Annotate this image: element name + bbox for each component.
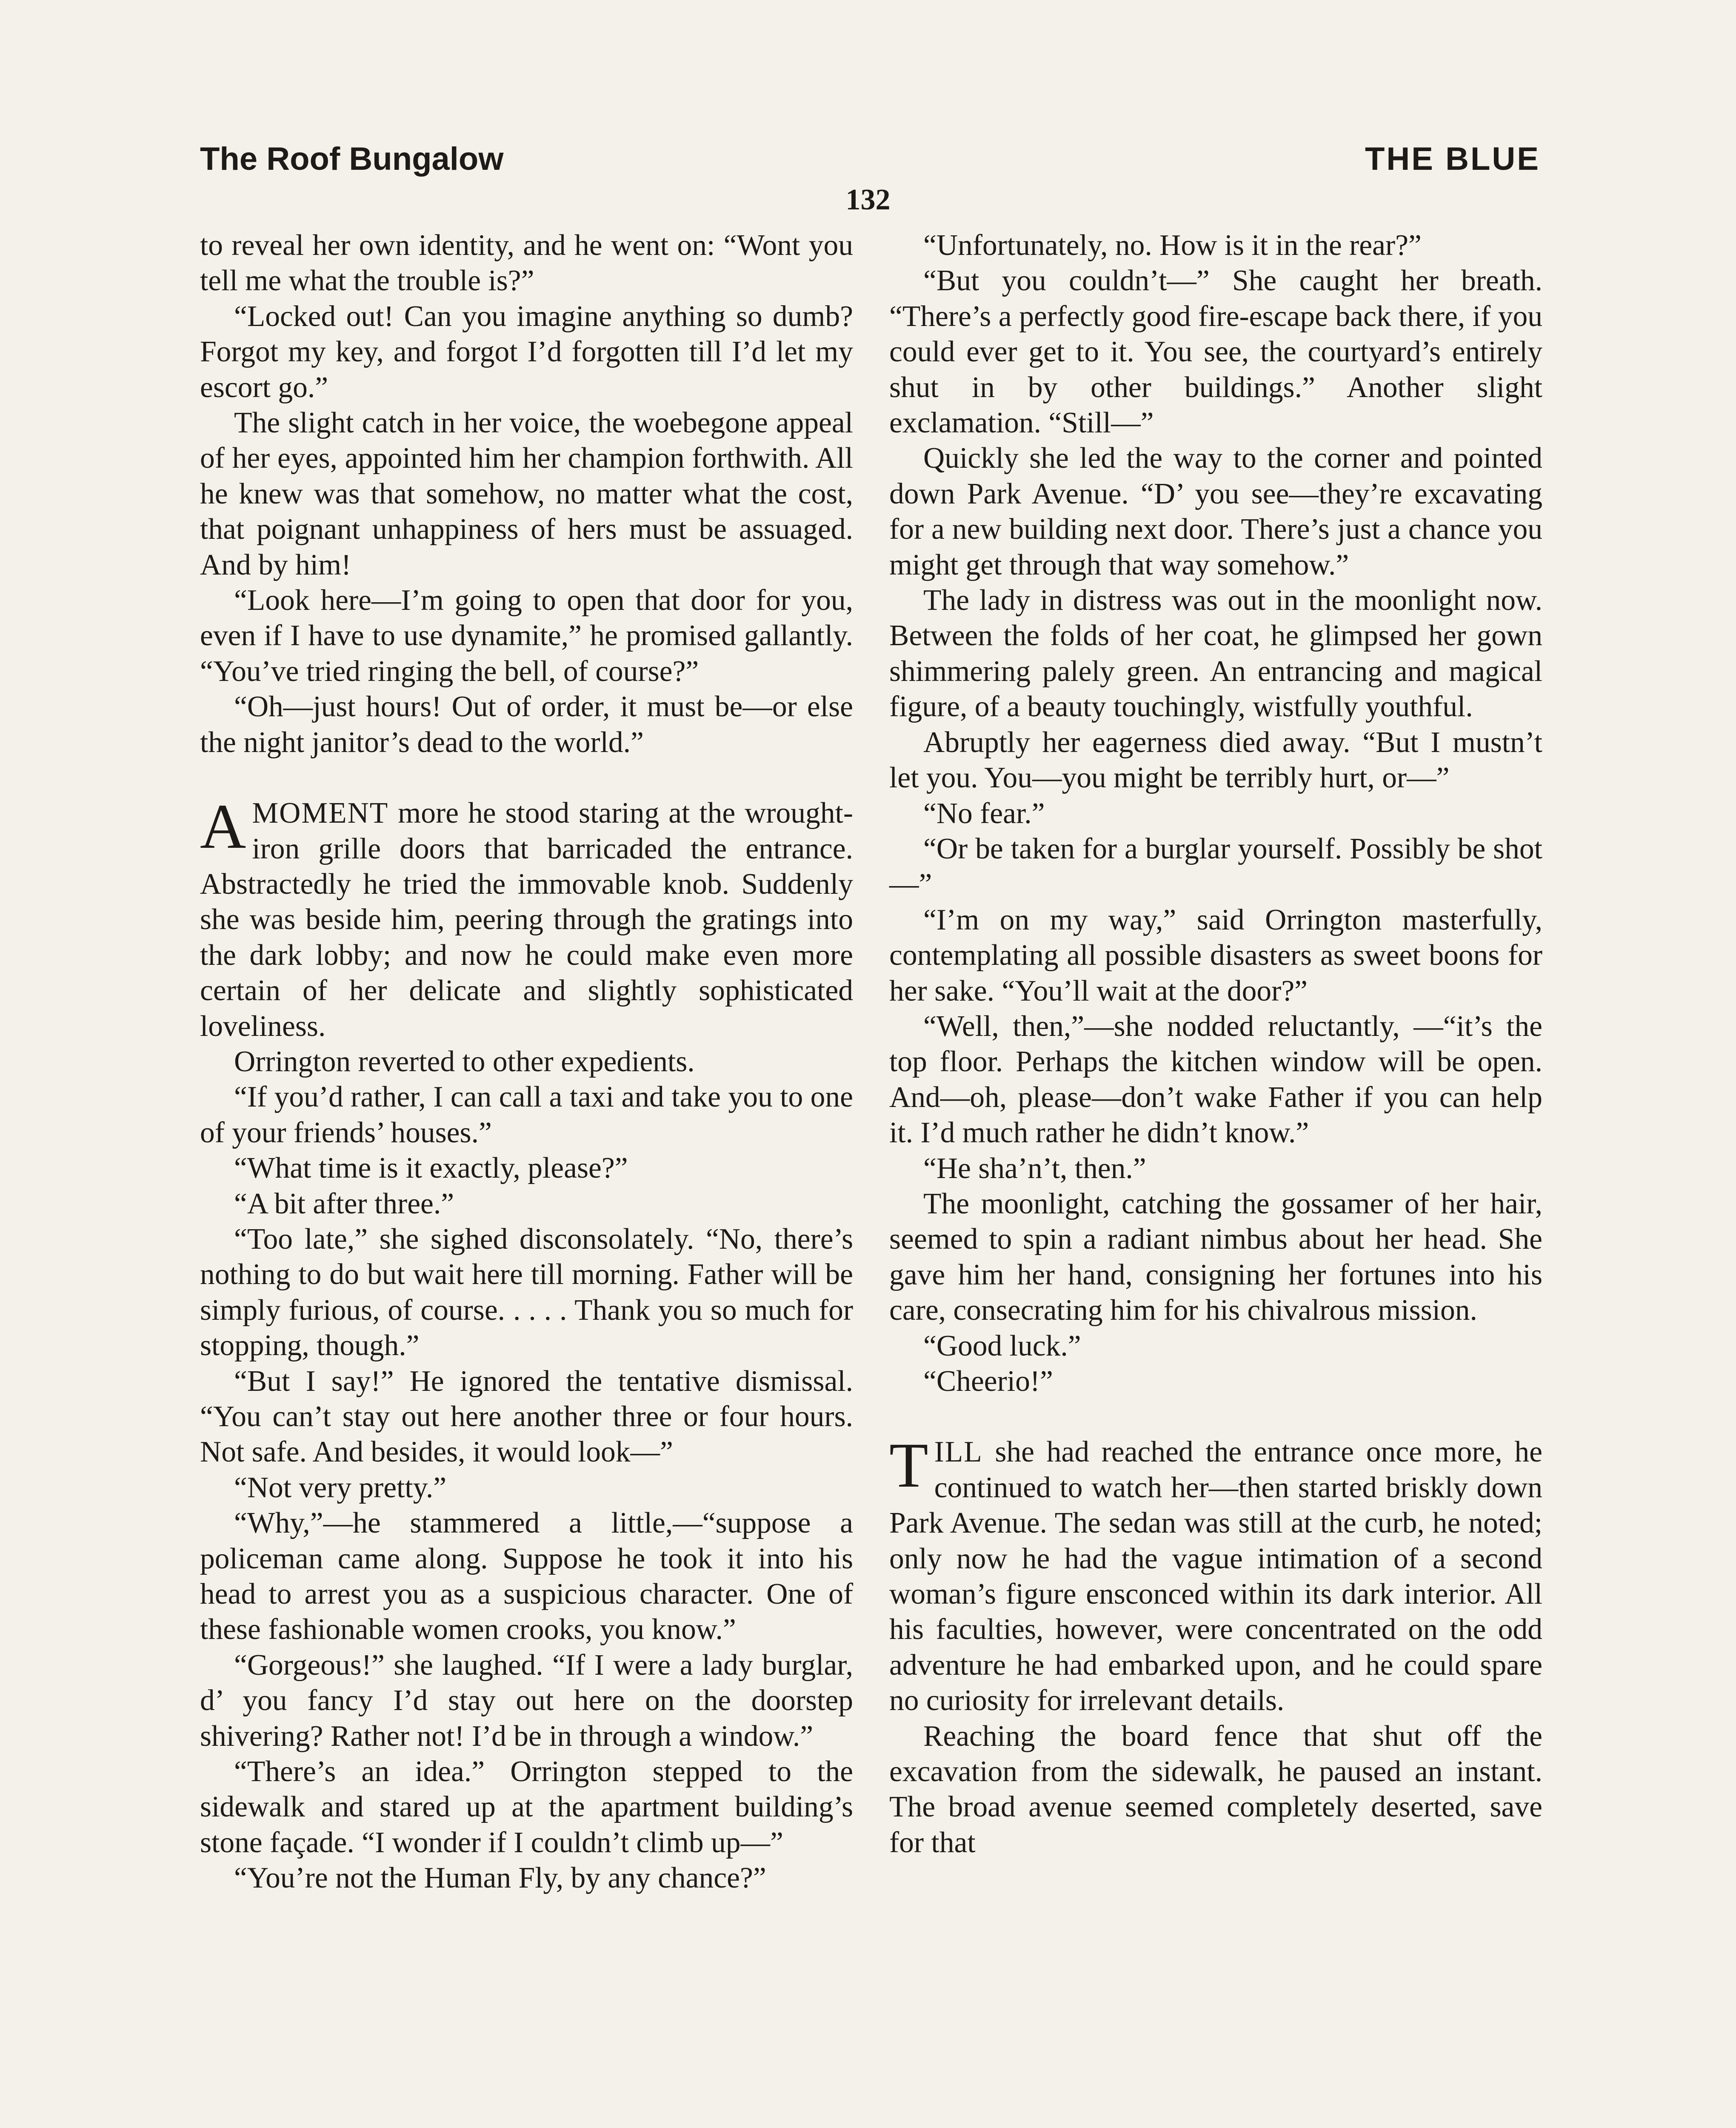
- paragraph: “A bit after three.”: [234, 1187, 454, 1220]
- paragraph: “What time is it exactly, please?”: [234, 1152, 628, 1185]
- paragraph: Abruptly her eagerness died away. “But I mustn’t let you. You—you might be terribly hurt, or—”: [889, 726, 1542, 795]
- paragraph: “But I say!” He ignored the tentative dismissal. “You can’t stay out here another three or four hours. Not safe. And besides, it would look—”: [200, 1364, 853, 1469]
- magazine-title: THE BLUE: [1365, 141, 1540, 177]
- paragraph: Orrington reverted to other expedients.: [234, 1045, 695, 1078]
- paragraph: “Good luck.”: [923, 1329, 1081, 1362]
- paragraph: Reaching the board fence that shut off the excavation from the sidewalk, he paused an instant. The broad avenue seemed completely deserted, save for that: [889, 1719, 1542, 1859]
- drop-cap: T: [889, 1430, 928, 1501]
- section-opening-paragraph: [889, 1430, 1542, 1718]
- paragraph: “Well, then,”—she nodded reluctantly, —“it’s the top floor. Perhaps the kitchen window will be open. And—oh, please—don’t wake Father if you can help it. I’d much rather he didn’t know.”: [889, 1010, 1542, 1150]
- right-column: [889, 228, 1542, 1860]
- paragraph: The lady in distress was out in the moonlight now. Between the folds of her coat, he glimpsed her gown shimmering palely green. An entrancing and magical figure, of a beauty touchingly, wistfully youthful.: [889, 584, 1542, 724]
- paragraph: “But you couldn’t—” She caught her breath. “There’s a perfectly good fire-escape back there, if you could ever get to it. You see, the courtyard’s entirely shut in by other buildings.” Another slight exclamation. “Still—”: [889, 264, 1542, 440]
- paragraph: “If you’d rather, I can call a taxi and take you to one of your friends’ houses.”: [200, 1081, 853, 1149]
- paragraph: “You’re not the Human Fly, by any chance?”: [234, 1862, 766, 1895]
- paragraph: to reveal her own identity, and he went on: “Wont you tell me what the trouble is?”: [200, 229, 853, 297]
- paragraph: The slight catch in her voice, the woebegone appeal of her eyes, appointed him her champion forthwith. All he knew was that somehow, no matter what the cost, that poignant unhappiness of hers must be assuaged. And by him!: [200, 406, 853, 581]
- left-column: [200, 228, 853, 1896]
- paragraph: “Why,”—he stammered a little,—“suppose a policeman came along. Suppose he took it into his head to arrest you as a suspicious character. One of these fashionable women crooks, you know.”: [200, 1507, 853, 1646]
- paragraph: “Oh—just hours! Out of order, it must be—or else the night janitor’s dead to the world.”: [200, 690, 853, 759]
- paragraph: “Not very pretty.”: [234, 1471, 447, 1504]
- paragraph: “He sha’n’t, then.”: [923, 1152, 1146, 1185]
- paragraph-text: more he stood staring at the wrought-iron grille doors that barricaded the entrance. Abstractedly he tried the immovable knob. Suddenly she was beside him, peering through the gratings into the dark lobby; and now he could make even more certain of her delicate and slightly sophisticated loveliness.: [200, 797, 853, 1043]
- paragraph: “Or be taken for a burglar yourself. Possibly be shot—”: [889, 832, 1542, 901]
- paragraph: “No fear.”: [923, 797, 1045, 830]
- small-caps-lead: MOMENT: [252, 797, 389, 830]
- paragraph: Quickly she led the way to the corner and pointed down Park Avenue. “D’ you see—they’re excavating for a new building next door. There’s just a chance you might get through that way somehow.”: [889, 442, 1542, 581]
- paragraph: “Unfortunately, no. How is it in the rear?”: [923, 229, 1422, 262]
- paragraph: “Locked out! Can you imagine anything so dumb? Forgot my key, and forgot I’d forgotten till I’d let my escort go.”: [200, 300, 853, 404]
- paragraph: “Look here—I’m going to open that door for you, even if I have to use dynamite,” he promised gallantly. “You’ve tried ringing the bell, of course?”: [200, 584, 853, 688]
- paragraph: “Too late,” she sighed disconsolately. “No, there’s nothing to do but wait here till morning. Father will be simply furious, of course. . . . . Thank you so much for stopping, though.”: [200, 1222, 853, 1362]
- small-caps-lead: ILL: [934, 1436, 983, 1469]
- section-opening-paragraph: [200, 791, 853, 1044]
- paragraph: The moonlight, catching the gossamer of her hair, seemed to spin a radiant nimbus about her head. She gave him her hand, consigning her fortunes into his care, consecrating him for his chivalrous mission.: [889, 1187, 1542, 1327]
- running-head: [200, 140, 1540, 187]
- paragraph: “There’s an idea.” Orrington stepped to the sidewalk and stared up at the apartment building’s stone façade. “I wonder if I couldn’t climb up—”: [200, 1755, 853, 1859]
- paragraph: “Cheerio!”: [923, 1365, 1053, 1398]
- story-title: The Roof Bungalow: [200, 141, 504, 177]
- paragraph-text: she had reached the entrance once more, he continued to watch her—then started briskly down Park Avenue. The sedan was still at the curb, he noted; only now he had the vague intimation of a second woman’s figure ensconced within its dark interior. All his faculties, however, were concentrated on the odd adventure he had embarked upon, and he could spare no curiosity for irrelevant details.: [889, 1436, 1542, 1717]
- page-number: 132: [845, 183, 891, 216]
- paragraph: “I’m on my way,” said Orrington masterfully, contemplating all possible disasters as sweet boons for her sake. “You’ll wait at the door?”: [889, 903, 1542, 1007]
- drop-cap: A: [200, 791, 246, 862]
- paragraph: “Gorgeous!” she laughed. “If I were a lady burglar, d’ you fancy I’d stay out here on the doorstep shivering? Rather not! I’d be in through a window.”: [200, 1648, 853, 1753]
